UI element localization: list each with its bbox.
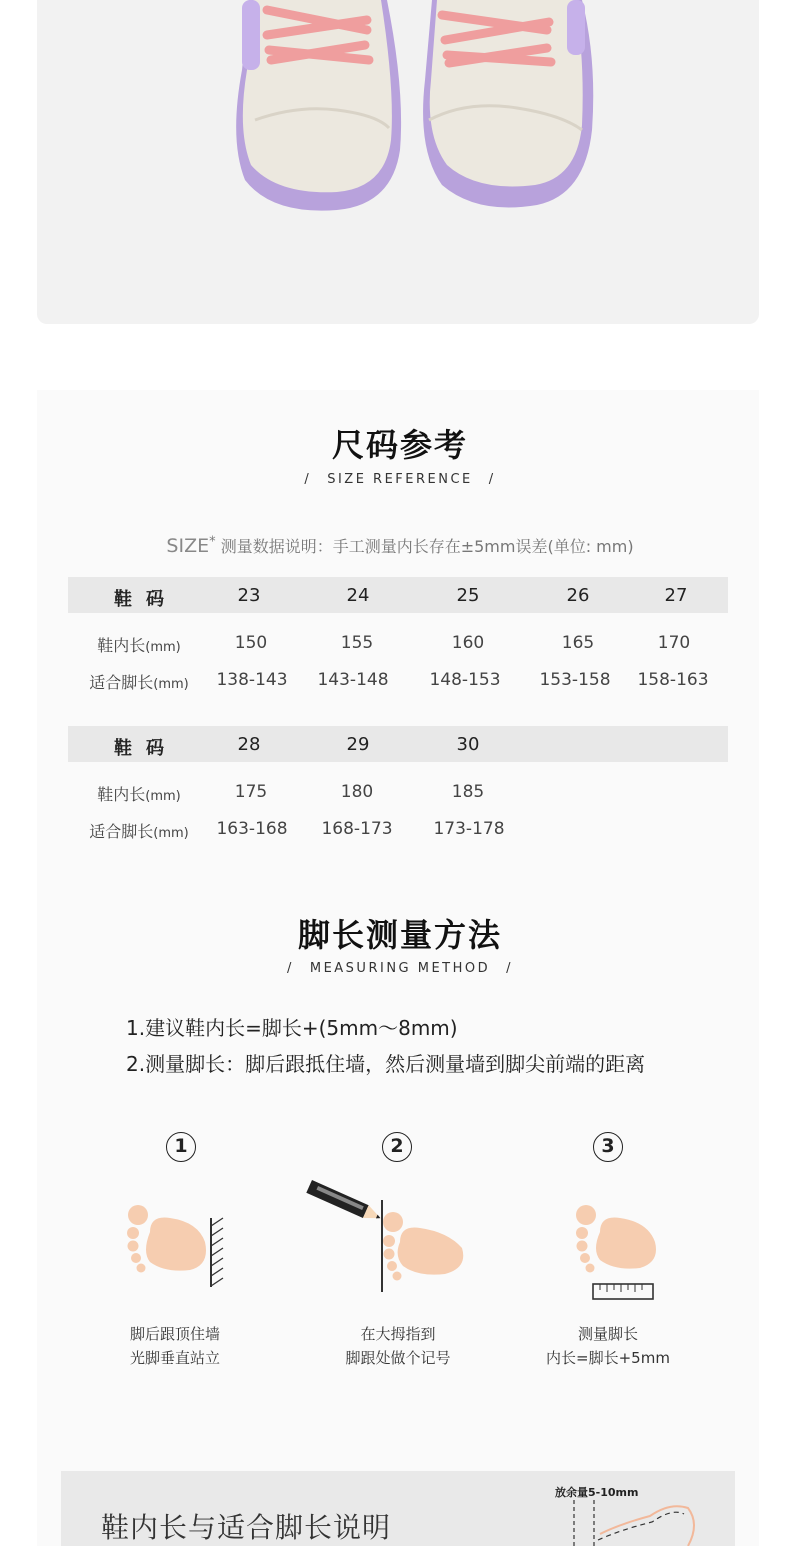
size-cell: 29 [346, 734, 370, 755]
pencil-mark-icon [306, 1180, 463, 1292]
step-3-caption: 测量脚长 内长=脚长+5mm [546, 1325, 670, 1367]
step-number: 1 [166, 1132, 196, 1162]
instruction-1: 1.建议鞋内长=脚长+(5mm～8mm) [126, 1016, 458, 1040]
size-table-1: 鞋码 23 24 25 26 27 鞋内长(mm) 150 155 160 165 170 适合脚长(mm) 138-143 143-148 148-153 153-158 158-163 [68, 577, 728, 707]
measure-title: 脚长测量方法 [297, 916, 502, 954]
step-2-caption: 在大拇指到 脚跟处做个记号 [345, 1325, 451, 1367]
size-cell: 23 [237, 585, 261, 606]
step-3 [488, 1132, 728, 1162]
step-illustrations [0, 1170, 800, 1310]
table-header: 鞋码 28 29 30 [68, 726, 728, 762]
step-number: 3 [593, 1132, 623, 1162]
foot-wall-icon [127, 1205, 223, 1287]
size-title: 尺码参考 [331, 426, 468, 464]
size-cell: 28 [237, 734, 261, 755]
size-table-2: 鞋码 28 29 30 鞋内长(mm) 175 180 185 适合脚长(mm) 163-168 168-173 173-178 [68, 726, 728, 856]
size-cell: 27 [664, 585, 688, 606]
shoe-illustration [37, 0, 759, 324]
ruler-measure-icon [576, 1205, 656, 1299]
size-cell: 25 [456, 585, 480, 606]
instruction-2: 2.测量脚长：脚后跟抵住墙，然后测量墙到脚尖前端的距离 [126, 1052, 646, 1076]
product-photo [37, 0, 759, 324]
step-1-caption: 脚后跟顶住墙 光脚垂直站立 [129, 1325, 220, 1367]
size-cell: 30 [456, 734, 480, 755]
explanation-title: 鞋内长与适合脚长说明 [101, 1511, 392, 1544]
table-header: 鞋码 23 24 25 26 27 [68, 577, 728, 613]
size-subtitle: / SIZE REFERENCE / [304, 472, 496, 487]
step-2 [277, 1132, 517, 1162]
size-cell: 24 [346, 585, 370, 606]
measure-note: SIZE* 测量数据说明：手工测量内长存在±5mm误差(单位: mm) [166, 534, 634, 557]
step-number: 2 [382, 1132, 412, 1162]
allowance-label: 放余量5-10mm [555, 1486, 639, 1499]
measure-subtitle: / MEASURING METHOD / [286, 961, 514, 976]
size-cell: 26 [566, 585, 590, 606]
insole-icon [560, 1494, 735, 1546]
step-1 [61, 1132, 301, 1162]
